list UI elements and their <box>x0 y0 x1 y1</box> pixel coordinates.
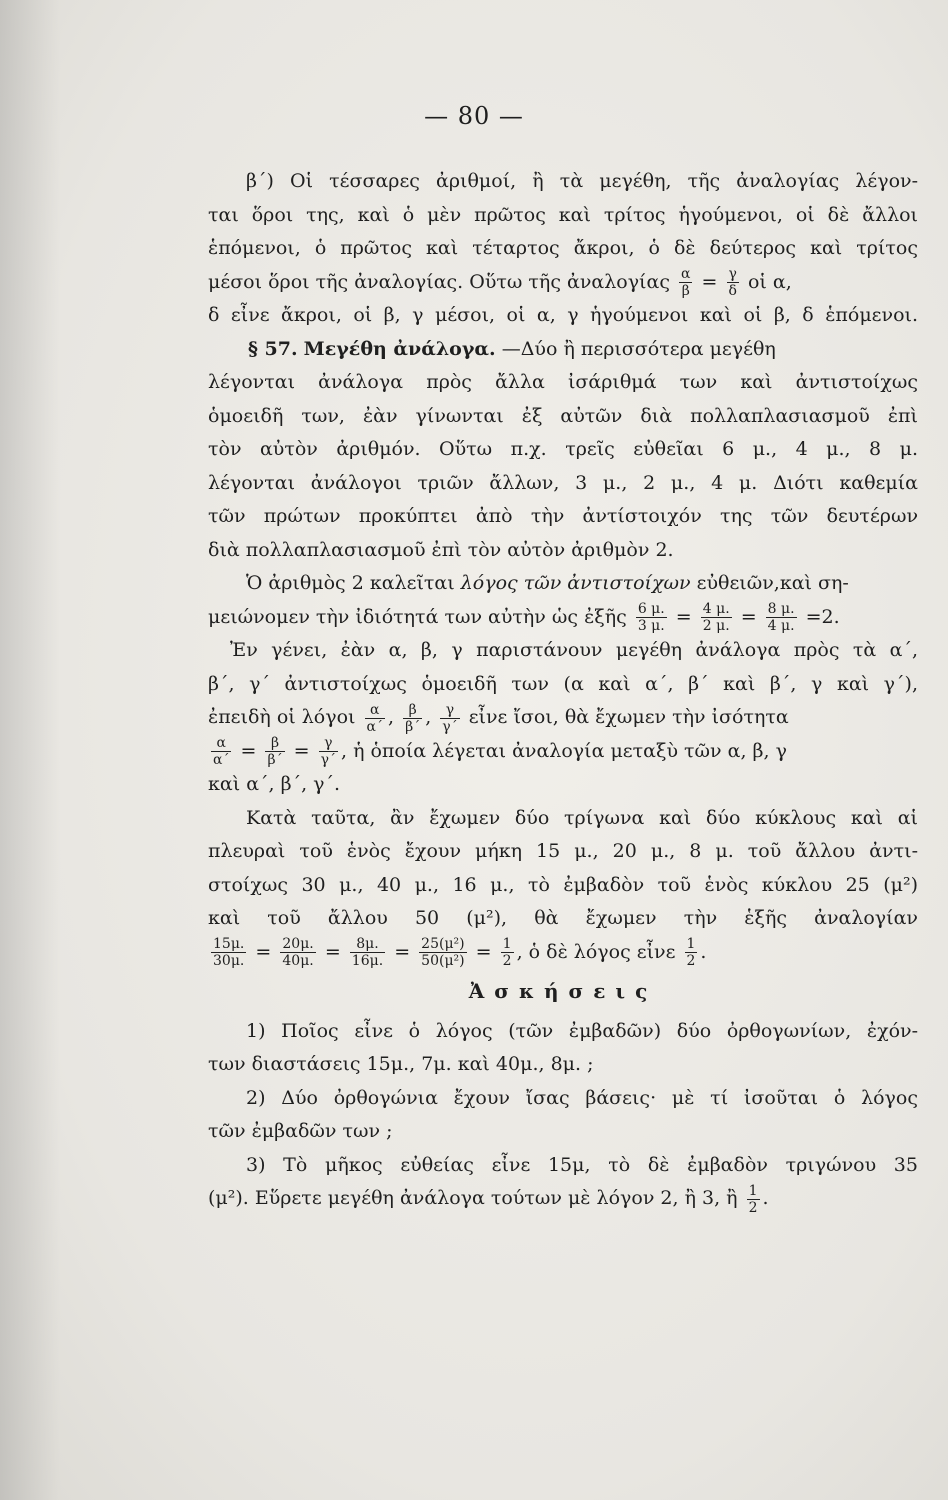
numerator: β <box>265 735 284 752</box>
text-line-with-fractions: $\frac{15\mu.}{30\mu.}$ = $\frac{20\mu.}{40\mu.}$ = $\frac{8\mu.}{16\mu.}$ = $\frac{\text{25(μ²)}}{\text{50(μ²)}}$ = $\frac{1}{2}$ , ὁ δὲ λόγος εἶνε $\frac{1}{2}$ . <box>213 936 707 969</box>
fraction <box>211 936 246 969</box>
text-fragment: οἱ α, <box>747 270 792 293</box>
fraction <box>350 936 385 969</box>
exercises-heading: Ἀσκήσεις <box>468 979 658 1003</box>
text-line: καὶ τοῦ ἄλλου 50 (μ²), θὰ ἔχωμεν τὴν ἑξῆς ἀναλογίαν <box>208 907 918 929</box>
text-line: ἑπόμενοι, ὁ πρῶτος καὶ τέταρτος ἄκροι, ὁ δὲ δεύτερος καὶ τρίτος <box>208 237 918 259</box>
text-fragment: Ὁ ἀριθμὸς 2 καλεῖται <box>246 572 455 594</box>
denominator: 2 μ. <box>702 618 730 634</box>
fraction <box>211 735 231 768</box>
text-line: λέγονται ἀνάλογα πρὸς ἄλλα ἰσάριθμά των καὶ ἀντιστοίχως <box>208 371 918 393</box>
numerator: 6 μ. <box>637 601 665 617</box>
exercise-item: 1) Ποῖος εἶνε ὁ λόγος (τῶν ἐμβαδῶν) δύο ὀρθογωνίων, ἐχόν- <box>246 1019 918 1042</box>
text-fragment: ἡ ὁποία λέγεται ἀναλογία μεταξὺ τῶν α, β, γ <box>353 739 787 762</box>
text-line <box>208 567 918 601</box>
text-line: δ εἶνε ἄκροι, οἱ β, γ μέσοι, οἱ α, γ ἡγούμενοι καὶ οἱ β, δ ἑπόμενοι. <box>208 304 918 326</box>
fraction <box>679 266 692 299</box>
text-fragment: μειώνομεν τὴν ἰδιότητά των αὐτὴν ὡς ἐξῆς <box>208 605 627 628</box>
equals-sign: = <box>675 605 692 628</box>
text-line: Κατὰ ταῦτα, ἂν ἔχωμεν δύο τρίγωνα καὶ δύο κύκλους καὶ αἱ <box>246 806 918 829</box>
numerator: β <box>403 702 422 719</box>
numerator: γ <box>440 702 459 719</box>
fraction <box>319 735 338 768</box>
fraction <box>636 601 667 634</box>
denominator: α΄ <box>366 718 384 735</box>
fraction <box>766 601 797 634</box>
text-body <box>208 165 918 1216</box>
section-number: § 57. <box>248 337 298 360</box>
fraction <box>440 702 459 735</box>
equals-sign: = <box>701 270 718 293</box>
text-line: τὸν αὐτὸν ἀριθμόν. Οὕτω π.χ. τρεῖς εὐθεῖαι 6 μ., 4 μ., 8 μ. <box>208 438 918 460</box>
text-fragment: ἐπειδὴ οἱ λόγοι <box>208 706 356 728</box>
text-line: καὶ α΄, β΄, γ΄. <box>208 773 341 795</box>
text-line: στοίχως 30 μ., 40 μ., 16 μ., τὸ ἐμβαδὸν τοῦ ἑνὸς κύκλου 25 (μ²) <box>208 873 918 896</box>
exercise-item: 2) Δύο ὀρθογώνια ἔχουν ἴσας βάσεις· μὲ τί ἰσοῦται ὁ λόγος <box>246 1086 918 1109</box>
text-line: ὁμοειδῆ των, ἐὰν γίνωνται ἐξ αὐτῶν διὰ πολλαπλασιασμοῦ ἐπὶ <box>208 404 918 427</box>
numerator: α <box>365 702 385 719</box>
italic-term: λόγος τῶν ἀντιστοίχων <box>460 572 691 594</box>
denominator: 2 <box>502 953 512 969</box>
text-fragment: εἶνε ἴσοι, θὰ ἔχωμεν τὴν ἰσότητα <box>468 706 789 728</box>
text-fragment: =2. <box>805 605 840 628</box>
text-fragment: (μ²). Εὕρετε μεγέθη ἀνάλογα τούτων μὲ λόγον 2, ἢ 3, ἢ <box>208 1187 738 1209</box>
exercise-item-continuation: των διαστάσεις 15μ., 7μ. καὶ 40μ., 8μ. ; <box>208 1053 594 1075</box>
text-fragment: —Δύο ἢ περισσότερα μεγέθη <box>501 337 776 360</box>
fraction <box>419 936 466 969</box>
denominator: γ΄ <box>442 718 458 735</box>
fraction <box>727 266 739 299</box>
exercise-item-continuation: (μ²). Εὕρετε μεγέθη ἀνάλογα τούτων μὲ λόγον 2, ἢ 3, ἢ $\frac{1}{2}$ . <box>208 1182 769 1216</box>
text-fragment: μέσοι ὅροι τῆς ἀναλογίας. Οὕτω τῆς ἀναλογίας <box>208 270 670 293</box>
numerator: 20μ. <box>282 936 314 952</box>
text-line: διὰ πολλαπλασιασμοῦ ἐπὶ τὸν αὐτὸν ἀριθμὸν 2. <box>208 538 674 561</box>
numerator: 25(μ²) <box>421 936 465 952</box>
page-number: — 80 — <box>424 102 524 130</box>
numerator: 1 <box>686 936 696 952</box>
binding-shadow <box>0 0 60 1500</box>
numerator: 1 <box>502 936 512 952</box>
numerator: 15μ. <box>213 936 245 952</box>
equals-sign: = <box>324 940 341 963</box>
text-line-with-fractions <box>208 601 918 635</box>
text-line: πλευραὶ τοῦ ἑνὸς ἔχουν μήκη 15 μ., 20 μ., 8 μ. τοῦ ἄλλου ἀντι- <box>208 840 918 862</box>
text-line-with-proportion <box>208 266 918 300</box>
text-line: Ἐν γένει, ἐὰν α, β, γ παριστάνουν μεγέθη ἀνάλογα πρὸς τὰ α΄, <box>230 639 918 661</box>
denominator: β΄ <box>267 752 283 768</box>
denominator: 2 <box>748 1199 758 1216</box>
text-line-with-fractions: $\frac{\alpha}{\alpha΄}$ = $\frac{\beta}{\beta΄}$ = $\frac{\gamma}{\gamma΄}$ , ἡ ὁποία λέγεται ἀναλογία μεταξὺ τῶν α, β, γ <box>213 735 787 768</box>
numerator: 1 <box>748 1182 758 1199</box>
text-line: β΄, γ΄ ἀντιστοίχως ὁμοειδῆ των (α καὶ α΄, β΄ καὶ β΄, γ καὶ γ΄), <box>208 672 918 695</box>
numerator: α <box>211 735 231 752</box>
fraction <box>280 936 315 969</box>
equals-sign: = <box>255 940 272 963</box>
text-line: β΄) Οἱ τέσσαρες ἀριθμοί, ἢ τὰ μεγέθη, τῆς ἀναλογίας λέγον- <box>246 170 918 192</box>
denominator: 50(μ²) <box>421 953 465 969</box>
exercise-item-continuation: τῶν ἐμβαδῶν των ; <box>208 1120 393 1142</box>
equals-sign: = <box>475 940 492 963</box>
fraction <box>701 601 732 634</box>
equals-sign: = <box>240 739 257 762</box>
denominator: 16μ. <box>351 953 384 969</box>
fraction <box>365 702 385 735</box>
equals-sign: = <box>394 940 411 963</box>
numerator: 8μ. <box>350 936 385 953</box>
text-line: τῶν πρώτων προκύπτει ἀπὸ τὴν ἀντίστοιχόν της τῶν δευτέρων <box>208 505 918 527</box>
section-heading-line <box>208 333 918 367</box>
denominator: 30μ. <box>213 953 245 969</box>
denominator: 3 μ. <box>637 618 665 634</box>
denominator: 2 <box>686 953 696 969</box>
fraction <box>747 1183 760 1216</box>
section-title: Μεγέθη ἀνάλογα. <box>303 337 496 360</box>
text-line: λέγονται ἀνάλογοι τριῶν ἄλλων, 3 μ., 2 μ., 4 μ. Διότι καθεμία <box>208 471 918 494</box>
denominator: 40μ. <box>282 953 314 969</box>
fraction <box>685 936 698 969</box>
fraction <box>501 936 514 969</box>
numerator: 4 μ. <box>702 601 730 617</box>
denominator: γ΄ <box>320 752 336 768</box>
denominator: α΄ <box>213 752 230 768</box>
numerator: 8 μ. <box>767 601 795 617</box>
numerator: γ <box>319 735 338 752</box>
equals-sign: = <box>293 739 310 762</box>
numerator: γ <box>727 266 739 283</box>
text-fragment: ὁ δὲ λόγος εἶνε <box>528 940 676 963</box>
denominator: δ <box>728 283 737 299</box>
numerator: α <box>681 266 691 282</box>
equals-sign: = <box>740 605 757 628</box>
text-line: ται ὅροι της, καὶ ὁ μὲν πρῶτος καὶ τρίτος ἡγούμενοι, οἱ δὲ ἄλλοι <box>208 203 918 226</box>
denominator: β΄ <box>405 718 421 735</box>
fraction <box>403 702 422 735</box>
text-line-with-fractions: ἐπειδὴ οἱ λόγοι $\frac{\alpha}{\alpha΄}$ , $\frac{\beta}{\beta΄}$ , $\frac{\gamma}{\gamma΄}$ εἶνε ἴσοι, θὰ ἔχωμεν τὴν ἰσότητα <box>208 701 789 735</box>
denominator: 4 μ. <box>767 618 795 634</box>
text-fragment: εὐθειῶν,καὶ ση- <box>696 572 849 594</box>
exercise-item: 3) Τὸ μῆκος εὐθείας εἶνε 15μ, τὸ δὲ ἐμβαδὸν τριγώνου 35 <box>246 1153 918 1176</box>
denominator: β <box>681 283 690 299</box>
fraction <box>265 735 284 768</box>
